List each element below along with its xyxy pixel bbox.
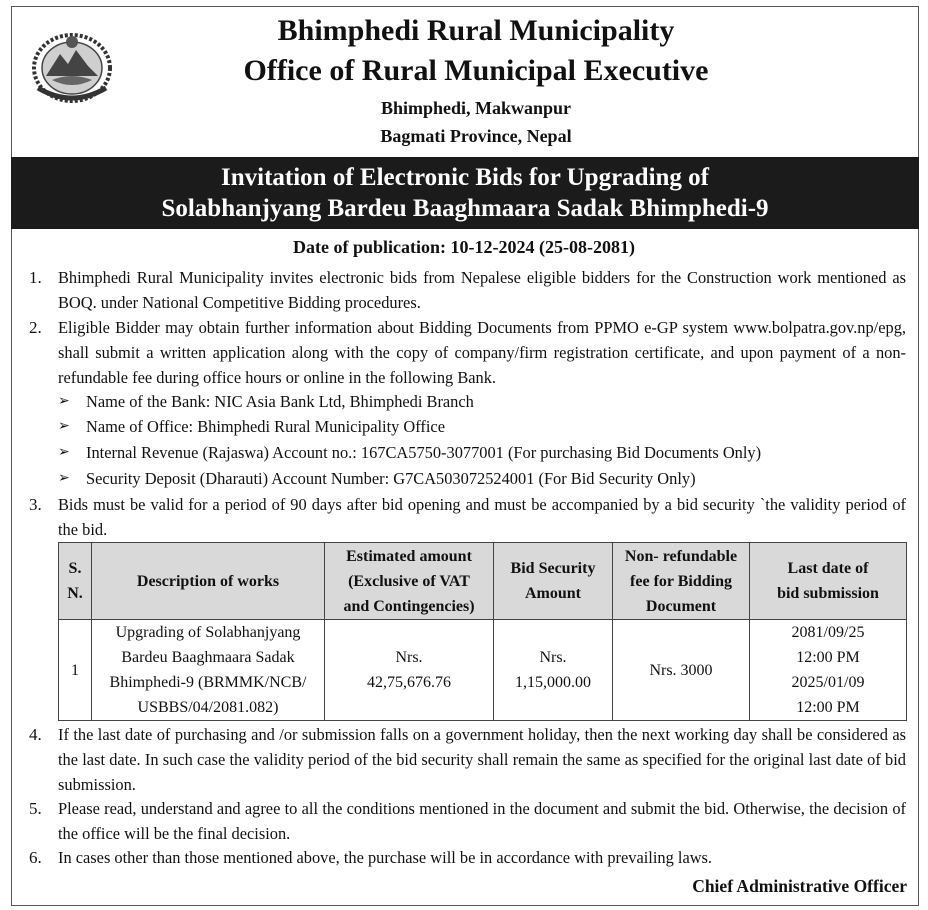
clause-2: Eligible Bidder may obtain further information about Bidding Documents from PPMO e-GP system www.bolpatra.gov.np/epg, shall submit a written application along with the copy of company/firm registration certificate, and upon payment of a non-refundable fee during office hours or online in the following Bank. (58, 318, 906, 387)
bid-table (58, 542, 907, 721)
col-last-date: Last date of bid submission (750, 543, 907, 620)
col-description: Description of works (92, 543, 325, 620)
clause-1: Bhimphedi Rural Municipality invites electronic bids from Nepalese eligible bidders for the Construction work mentioned as BOQ. under National Competitive Bidding procedures. (58, 268, 906, 312)
arrow-bullet-icon: ➢ (58, 419, 70, 434)
publication-date: Date of publication: 10-12-2024 (25-08-2081) (293, 237, 635, 257)
notice-title-banner (11, 157, 919, 229)
bank-item: Security Deposit (Dharauti) Account Number: G7CA503072524001 (For Bid Security Only) (86, 469, 696, 488)
clause-4: If the last date of purchasing and /or submission falls on a government holiday, then the next working day shall be considered as the last date. In such case the validity period of the bid security shall remain the same as specified for the original last date of bid submission. (58, 725, 906, 794)
clause-number: 1. (29, 268, 42, 287)
signature-title: Chief Administrative Officer (692, 876, 907, 896)
cell-last-date: 2081/09/25 12:00 PM 2025/01/09 12:00 PM (750, 620, 907, 721)
col-estimated-amount: Estimated amount (Exclusive of VAT and Contingencies) (325, 543, 494, 620)
bank-item: Internal Revenue (Rajaswa) Account no.: 167CA5750-3077001 (For purchasing Bid Documents Only) (86, 443, 762, 462)
arrow-bullet-icon: ➢ (58, 471, 70, 486)
bank-item: Name of Office: Bhimphedi Rural Municipality Office (86, 417, 445, 436)
arrow-bullet-icon: ➢ (58, 445, 70, 460)
notice-title-line-2: Solabhanjyang Bardeu Baaghmaara Sadak Bhimphedi-9 (161, 195, 769, 222)
col-bid-security: Bid Security Amount (494, 543, 613, 620)
arrow-bullet-icon: ➢ (58, 394, 70, 409)
clause-5: Please read, understand and agree to all the conditions mentioned in the document and submit the bid. Otherwise, the decision of the office will be the final decision. (58, 799, 906, 843)
cell-estimated-amount: Nrs. 42,75,676.76 (325, 620, 494, 721)
cell-sn: 1 (59, 620, 92, 721)
clause-3: Bids must be valid for a period of 90 days after bid opening and must be accompanied by a bid security `the validity period of the bid. (58, 495, 906, 539)
clause-number: 3. (29, 495, 42, 514)
clause-number: 5. (29, 799, 42, 818)
cell-bidding-fee: Nrs. 3000 (613, 620, 750, 721)
table-row (59, 620, 907, 721)
address-line-2: Bagmati Province, Nepal (380, 126, 572, 146)
cell-bid-security: Nrs. 1,15,000.00 (494, 620, 613, 721)
clause-number: 4. (29, 725, 42, 744)
clause-number: 6. (29, 848, 42, 867)
org-name: Bhimphedi Rural Municipality (277, 14, 675, 47)
col-sn: S. N. (59, 543, 92, 620)
col-bidding-fee: Non- refundable fee for Bidding Document (613, 543, 750, 620)
clause-number: 2. (29, 318, 42, 337)
clause-6: In cases other than those mentioned above, the purchase will be in accordance with prevailing laws. (58, 848, 713, 867)
address-line-1: Bhimphedi, Makwanpur (380, 98, 572, 118)
table-header-row (59, 543, 907, 620)
office-name: Office of Rural Municipal Executive (243, 54, 709, 87)
bank-item: Name of the Bank: NIC Asia Bank Ltd, Bhimphedi Branch (86, 392, 474, 411)
notice-title-line-1: Invitation of Electronic Bids for Upgrading of (221, 164, 709, 191)
cell-description: Upgrading of Solabhanjyang Bardeu Baaghmaara Sadak Bhimphedi-9 (BRMMK/NCB/ USBBS/04/2081.082) (92, 620, 325, 721)
